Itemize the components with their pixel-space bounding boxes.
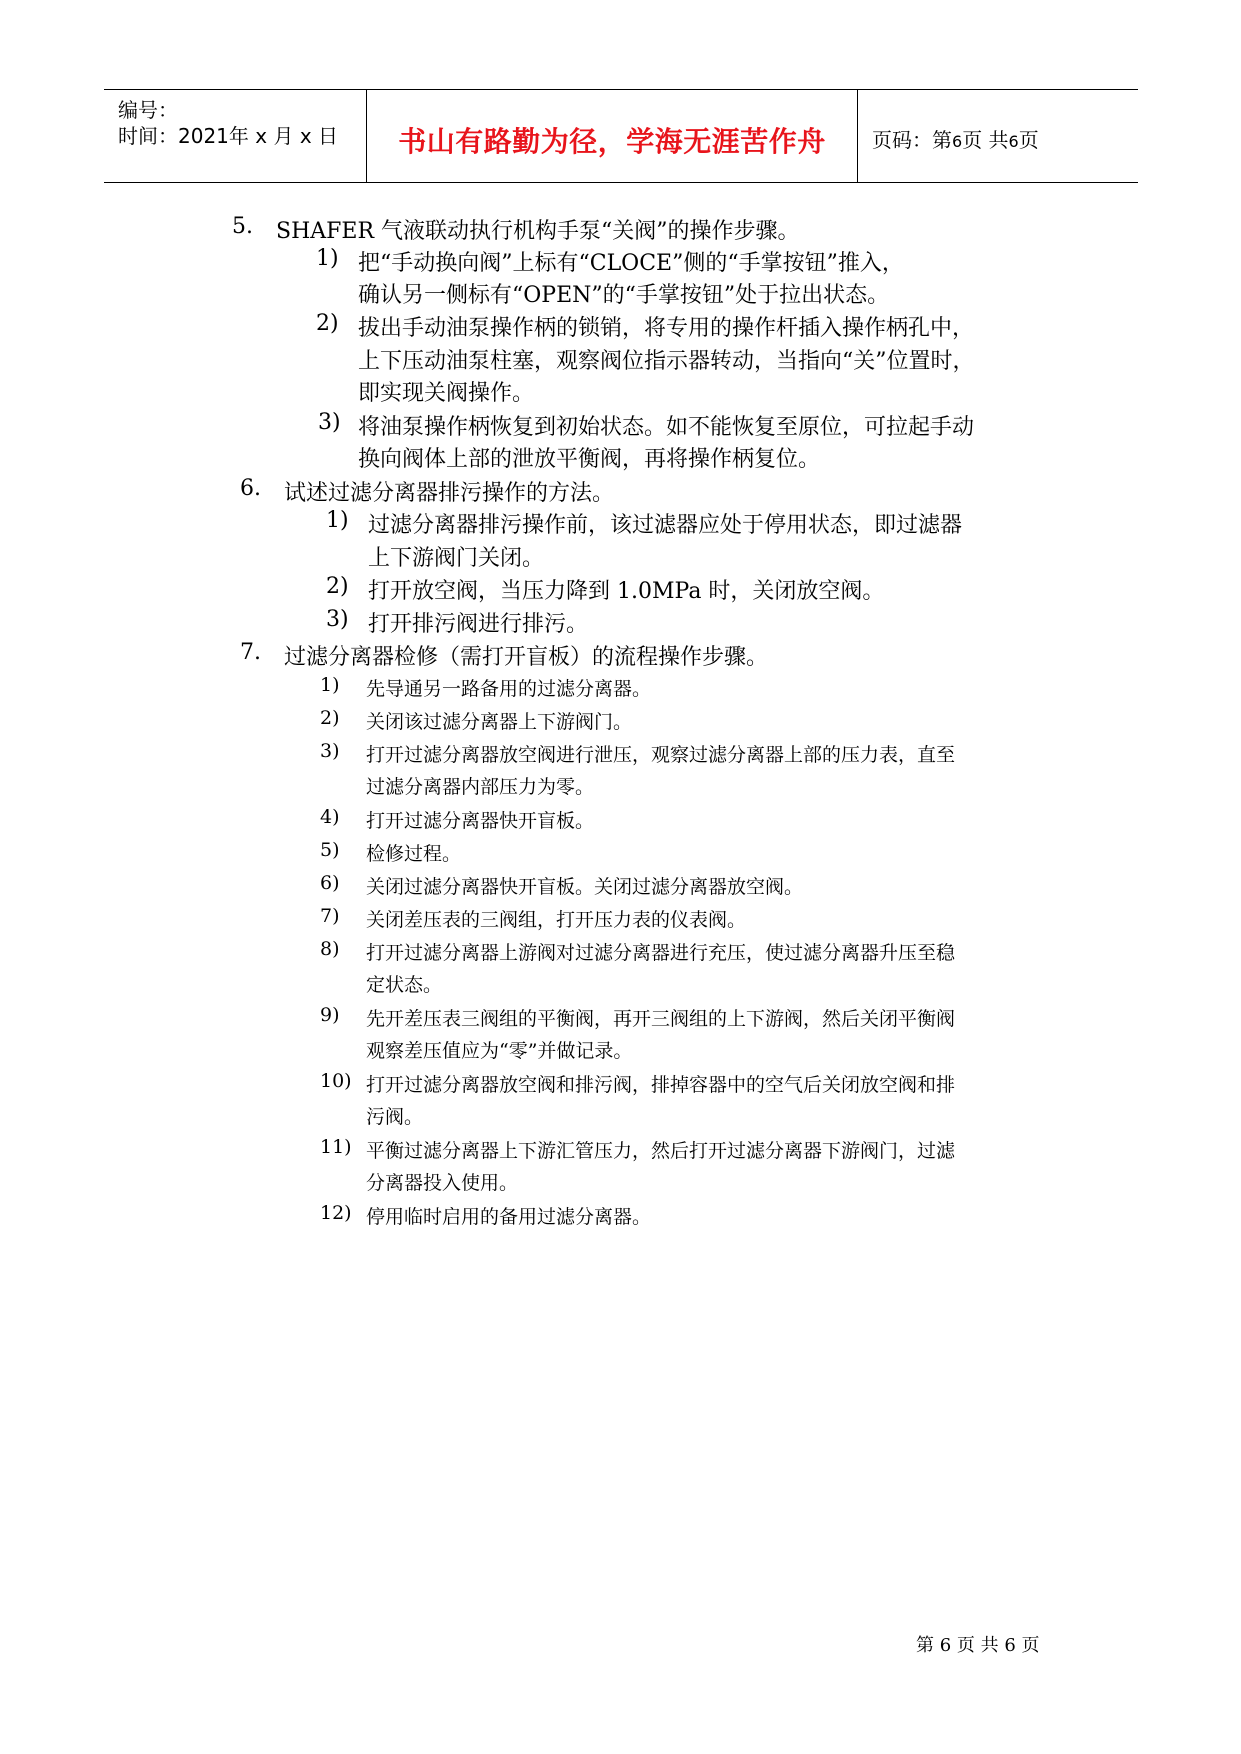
time-year: 2021 xyxy=(178,124,229,148)
item-number: 3) xyxy=(326,607,349,632)
time-day: x xyxy=(299,124,312,148)
item-number: 2) xyxy=(326,574,349,599)
page-current: 6 xyxy=(952,132,963,151)
section-number: 7. xyxy=(240,640,261,665)
item-text: 平衡过滤分离器上下游汇管压力，然后打开过滤分离器下游阀门，过滤 xyxy=(366,1140,956,1162)
item-number: 3) xyxy=(318,410,341,435)
time-day-unit: 日 xyxy=(318,124,339,148)
item-text-continued: 污阀。 xyxy=(366,1106,424,1128)
item-number: 1) xyxy=(316,246,339,271)
item-text-continued: 确认另一侧标有“OPEN”的“手掌按钮”处于拉出状态。 xyxy=(358,283,890,308)
item-number: 3) xyxy=(320,740,340,762)
item-text-continued: 上下游阀门关闭。 xyxy=(368,546,545,571)
page-mid: 页 共 xyxy=(962,128,1009,152)
item-text: 过滤分离器排污操作前，该过滤器应处于停用状态，即过滤器 xyxy=(368,513,963,538)
item-number: 2) xyxy=(320,707,340,729)
time-line xyxy=(118,120,338,149)
item-text: 把“手动换向阀”上标有“CLOCE”侧的“手掌按钮”推入， xyxy=(358,251,904,276)
item-number: 1) xyxy=(326,508,349,533)
section-title: SHAFER 气液联动执行机构手泵“关阀”的操作步骤。 xyxy=(276,219,800,244)
item-text-continued: 定状态。 xyxy=(366,974,443,996)
item-number: 6) xyxy=(320,872,340,894)
item-number: 4) xyxy=(320,806,340,828)
item-number: 8) xyxy=(320,938,340,960)
header-motto-cell xyxy=(366,90,858,182)
page-suffix: 页 xyxy=(1018,128,1039,152)
section-title: 试述过滤分离器排污操作的方法。 xyxy=(284,481,615,506)
page-header xyxy=(104,89,1138,183)
item-text: 关闭差压表的三阀组，打开压力表的仪表阀。 xyxy=(366,909,747,931)
item-text: 关闭该过滤分离器上下游阀门。 xyxy=(366,711,633,733)
item-text: 关闭过滤分离器快开盲板。关闭过滤分离器放空阀。 xyxy=(366,876,804,898)
item-text-continued: 观察差压值应为“零”并做记录。 xyxy=(366,1040,633,1062)
page-total: 6 xyxy=(1008,132,1019,151)
item-text-continued: 分离器投入使用。 xyxy=(366,1172,519,1194)
item-text: 停用临时启用的备用过滤分离器。 xyxy=(366,1206,652,1228)
section-number: 5. xyxy=(232,214,253,239)
item-text-continued: 换向阀体上部的泄放平衡阀，再将操作柄复位。 xyxy=(358,447,821,472)
item-number: 2) xyxy=(316,311,339,336)
item-text: 打开过滤分离器快开盲板。 xyxy=(366,810,595,832)
item-text: 打开排污阀进行排污。 xyxy=(368,612,589,637)
item-number: 12) xyxy=(320,1202,352,1224)
item-text: 打开过滤分离器上游阀对过滤分离器进行充压，使过滤分离器升压至稳 xyxy=(366,942,956,964)
motto: 书山有路勤为径，学海无涯苦作舟 xyxy=(398,125,826,158)
item-text-continued: 上下压动油泵柱塞，观察阀位指示器转动，当指向“关”位置时， xyxy=(358,349,975,374)
item-number: 11) xyxy=(320,1136,352,1158)
header-meta-cell xyxy=(104,90,366,182)
item-number: 9) xyxy=(320,1004,340,1026)
item-text: 打开过滤分离器放空阀进行泄压，观察过滤分离器上部的压力表，直至 xyxy=(366,744,956,766)
section-number: 6. xyxy=(240,476,261,501)
item-number: 7) xyxy=(320,905,340,927)
item-text: 先开差压表三阀组的平衡阀，再开三阀组的上下游阀，然后关闭平衡阀 xyxy=(366,1008,956,1030)
item-text-continued: 即实现关阀操作。 xyxy=(358,381,535,406)
item-text-continued: 过滤分离器内部压力为零。 xyxy=(366,776,595,798)
page-number-info xyxy=(872,124,1039,153)
time-label: 时间： xyxy=(118,124,178,148)
item-text: 先导通另一路备用的过滤分离器。 xyxy=(366,678,652,700)
item-text: 打开过滤分离器放空阀和排污阀，排掉容器中的空气后关闭放空阀和排 xyxy=(366,1074,956,1096)
time-year-unit: 年 xyxy=(228,124,249,148)
item-number: 5) xyxy=(320,839,340,861)
header-page-cell xyxy=(858,90,1138,182)
time-month: x xyxy=(255,124,268,148)
item-text: 打开放空阀，当压力降到 1.0MPa 时，关闭放空阀。 xyxy=(368,579,885,604)
item-number: 10) xyxy=(320,1070,352,1092)
page-footer: 第 6 页 共 6 页 xyxy=(916,1635,1040,1656)
serial-label: 编号： xyxy=(118,98,178,122)
page-prefix: 页码：第 xyxy=(872,128,952,152)
time-month-unit: 月 xyxy=(273,124,294,148)
item-number: 1) xyxy=(320,674,340,696)
section-title: 过滤分离器检修（需打开盲板）的流程操作步骤。 xyxy=(284,645,769,670)
item-text: 拔出手动油泵操作柄的锁销，将专用的操作杆插入操作柄孔中， xyxy=(358,316,975,341)
item-text: 检修过程。 xyxy=(366,843,462,865)
item-text: 将油泵操作柄恢复到初始状态。如不能恢复至原位，可拉起手动 xyxy=(358,415,975,440)
